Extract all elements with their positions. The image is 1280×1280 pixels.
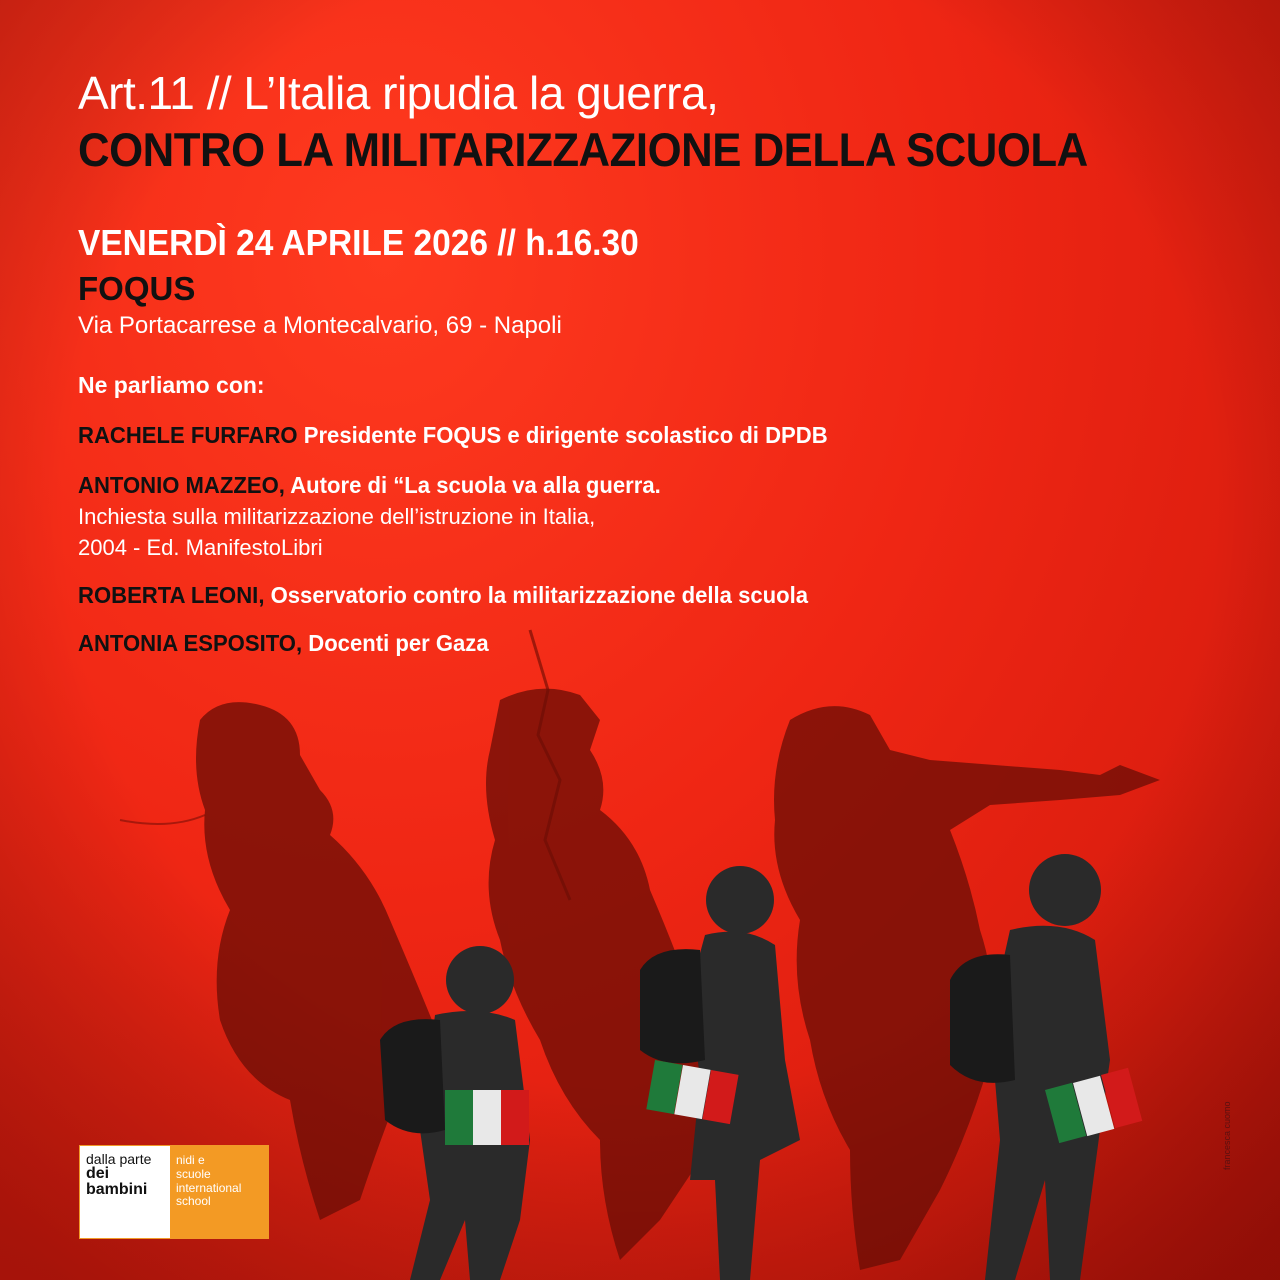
logo-sub-4: school [176,1194,211,1209]
speaker-3 [78,582,808,609]
event-address: Via Portacarrese a Montecalvario, 69 - Napoli [78,312,562,339]
title-line-1: Art.11 // L’Italia ripudia la guerra, [78,67,719,119]
event-date: VENERDÌ 24 APRILE 2026 // h.16.30 [78,222,639,263]
event-venue: FOQUS [78,270,196,307]
speaker-name: ROBERTA LEONI, [78,582,265,608]
speaker-role: Osservatorio contro la militarizzazione della scuola [264,582,809,608]
soldier-shadow-left [196,702,440,1220]
speaker-2-book-line-2: 2004 - Ed. ManifestoLibri [78,535,323,560]
speaker-2-book-line-1: Inchiesta sulla militarizzazione dell’istruzione in Italia, [78,504,596,529]
speaker-1 [78,422,828,449]
speaker-role: Docenti per Gaza [302,630,489,656]
speaker-role: Autore di “La scuola va alla guerra. [284,472,661,498]
speaker-name: ANTONIA ESPOSITO, [78,630,303,656]
logo-line-2: dei [86,1165,110,1182]
speaker-name: ANTONIO MAZZEO, [78,472,285,498]
logo-line-3: bambini [86,1181,148,1198]
logo-subtitle-block [170,1146,268,1238]
title-line-2: CONTRO LA MILITARIZZAZIONE DELLA SCUOLA [78,123,1088,176]
logo-text-block [80,1146,170,1238]
speaker-role: Presidente FOQUS e dirigente scolastico di DPDB [297,422,828,448]
logo-line-1: dalla parte [86,1151,152,1167]
speaker-2 [78,472,661,499]
logo-sub-3: international [176,1180,242,1195]
logo-sub-1: nidi e [176,1153,205,1167]
dalla-parte-dei-bambini-logo [79,1145,269,1239]
speaker-4 [78,630,489,657]
speaker-name: RACHELE FURFARO [78,422,298,448]
logo-sub-2: scuole [176,1166,211,1181]
speakers-intro: Ne parliamo con: [78,372,265,398]
artist-credit: francesca cuomo [1222,1101,1232,1170]
child-right [950,854,1142,1280]
